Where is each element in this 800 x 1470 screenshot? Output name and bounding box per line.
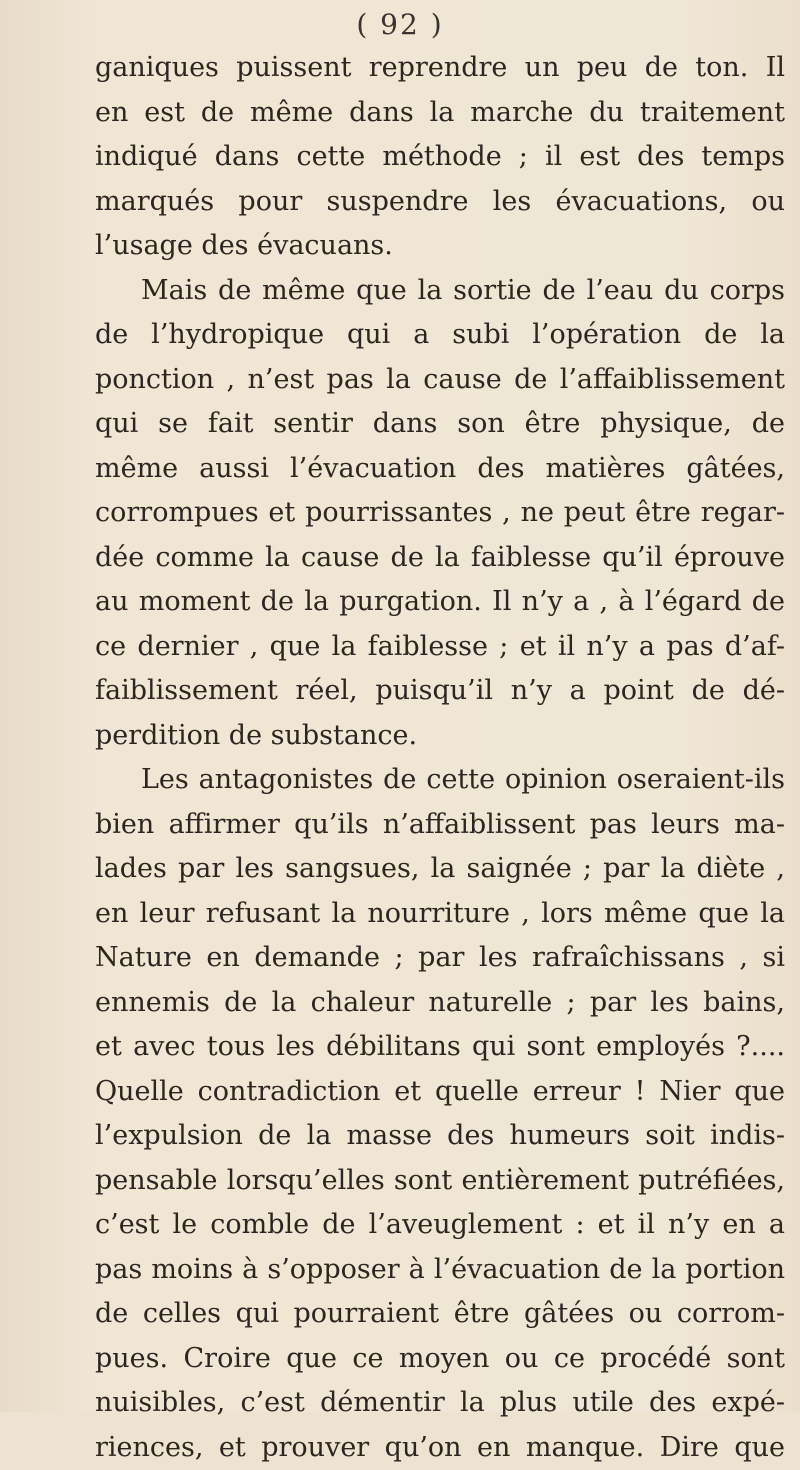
- text-line: ponction , n’est pas la cause de l’affaiblissement: [95, 358, 785, 403]
- text-line: et avec tous les débilitans qui sont employés ?....: [95, 1025, 785, 1070]
- body-text: [95, 46, 785, 1470]
- text-line: en leur refusant la nourriture , lors même que la: [95, 892, 785, 937]
- text-line: même aussi l’évacuation des matières gâtées,: [95, 447, 785, 492]
- text-line: nuisibles, c’est démentir la plus utile des expé-: [95, 1381, 785, 1426]
- text-line: marqués pour suspendre les évacuations, ou: [95, 180, 785, 225]
- text-line: faiblissement réel, puisqu’il n’y a point de dé-: [95, 669, 785, 714]
- text-line: lades par les sangsues, la saignée ; par la diète ,: [95, 847, 785, 892]
- text-line: pensable lorsqu’elles sont entièrement putréfiées,: [95, 1159, 785, 1204]
- text-line: indiqué dans cette méthode ; il est des temps: [95, 135, 785, 180]
- text-line: c’est le comble de l’aveuglement : et il n’y en a: [95, 1203, 785, 1248]
- text-line: bien affirmer qu’ils n’affaiblissent pas leurs ma-: [95, 803, 785, 848]
- text-line: ennemis de la chaleur naturelle ; par les bains,: [95, 981, 785, 1026]
- text-line: corrompues et pourrissantes , ne peut être regar-: [95, 491, 785, 536]
- text-line: Nature en demande ; par les rafraîchissans , si: [95, 936, 785, 981]
- paragraph-start-line: Les antagonistes de cette opinion oseraient-ils: [95, 758, 785, 803]
- text-line: ce dernier , que la faiblesse ; et il n’y a pas d’af-: [95, 625, 785, 670]
- text-line: Quelle contradiction et quelle erreur ! Nier que: [95, 1070, 785, 1115]
- text-line: dée comme la cause de la faiblesse qu’il éprouve: [95, 536, 785, 581]
- page-number: ( 92 ): [0, 8, 800, 41]
- text-line: riences, et prouver qu’on en manque. Dire que: [95, 1426, 785, 1470]
- text-line: pas moins à s’opposer à l’évacuation de la portion: [95, 1248, 785, 1293]
- text-line: au moment de la purgation. Il n’y a , à l’égard de: [95, 580, 785, 625]
- text-line: qui se fait sentir dans son être physique, de: [95, 402, 785, 447]
- text-line: en est de même dans la marche du traitement: [95, 91, 785, 136]
- text-line: perdition de substance.: [95, 714, 785, 759]
- text-line: l’usage des évacuans.: [95, 224, 785, 269]
- paragraph-start-line: Mais de même que la sortie de l’eau du corps: [95, 269, 785, 314]
- text-line: l’expulsion de la masse des humeurs soit indis-: [95, 1114, 785, 1159]
- text-line: pues. Croire que ce moyen ou ce procédé sont: [95, 1337, 785, 1382]
- text-line: de celles qui pourraient être gâtées ou corrom-: [95, 1292, 785, 1337]
- text-line: de l’hydropique qui a subi l’opération de la: [95, 313, 785, 358]
- text-line: ganiques puissent reprendre un peu de ton. Il: [95, 46, 785, 91]
